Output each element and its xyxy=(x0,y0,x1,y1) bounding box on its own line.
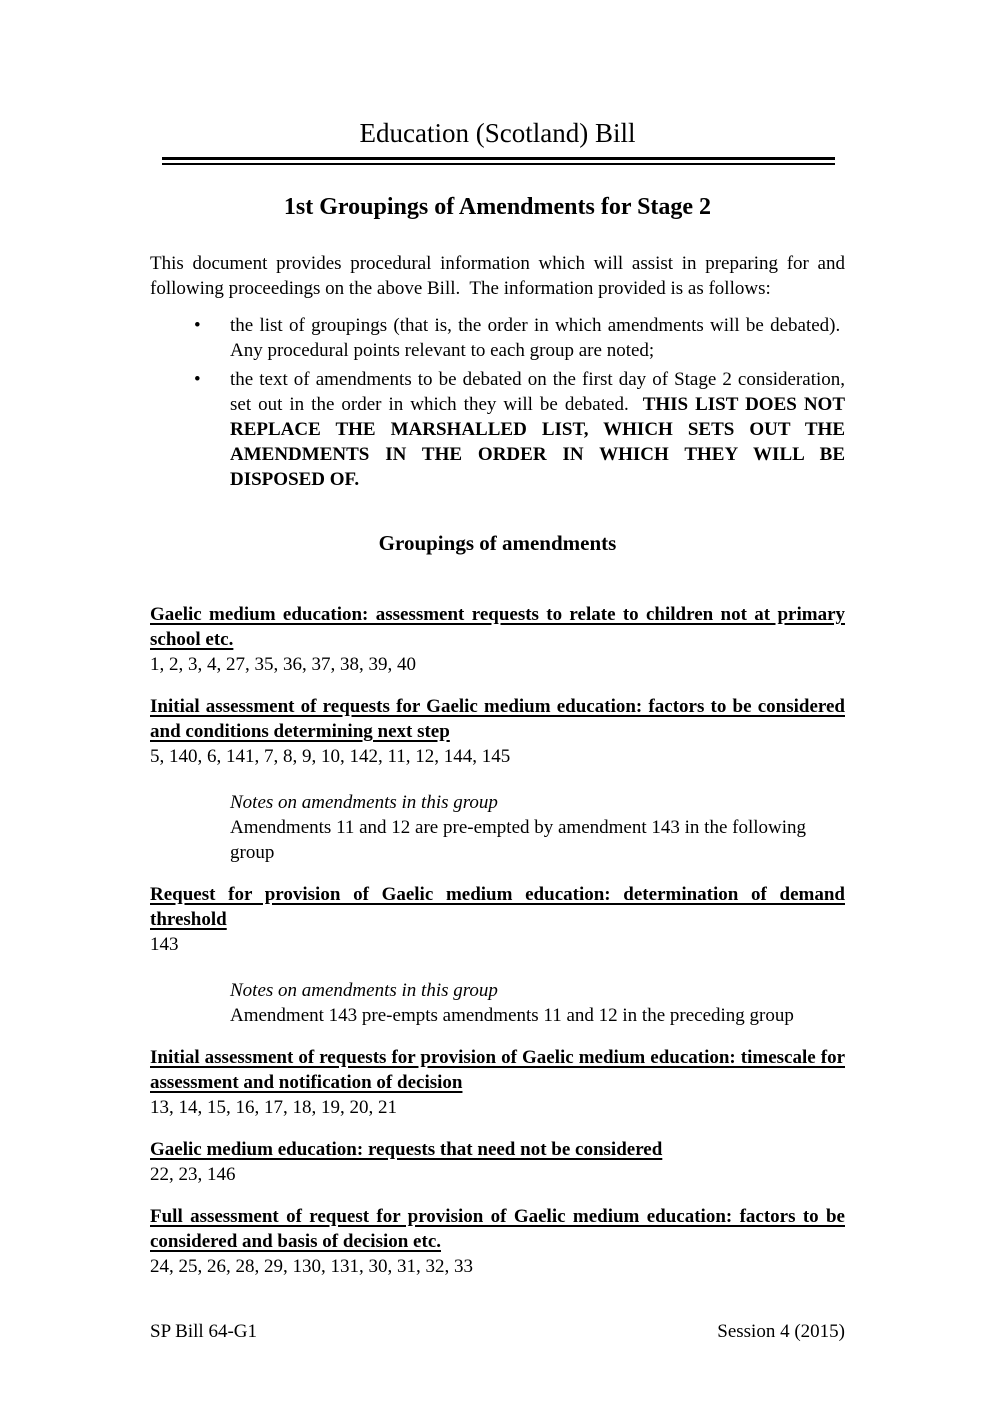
notes-text: Amendment 143 pre-empts amendments 11 and 12 in the preceding group xyxy=(230,1005,794,1026)
intro-paragraph: This document provides procedural information which will assist in preparing for and following proceedings on the above Bill. The information provided is as follows: xyxy=(150,253,845,299)
section-heading: Groupings of amendments xyxy=(378,531,617,555)
bullet-list xyxy=(150,313,845,492)
footer-bill-number: SP Bill 64-G1 xyxy=(150,1321,257,1342)
page-footer xyxy=(150,1320,845,1344)
group-amendments: 5, 140, 6, 141, 7, 8, 9, 10, 142, 11, 12, 144, 145 xyxy=(150,746,511,767)
amendment-group xyxy=(150,694,845,865)
group-amendments: 143 xyxy=(150,934,179,955)
bullet-text-bold: THIS LIST DOES NOT REPLACE THE MARSHALLED LIST, WHICH SETS OUT THE AMENDMENTS IN THE ORDER IN WHICH THEY WILL BE DISPOSED OF. xyxy=(230,394,845,490)
document-title: Education (Scotland) Bill xyxy=(359,118,636,148)
document-subtitle: 1st Groupings of Amendments for Stage 2 xyxy=(283,194,712,220)
bullet-marker: • xyxy=(194,369,201,390)
group-notes xyxy=(230,978,845,1028)
group-title: Full assessment of request for provision of Gaelic medium education: factors to be considered and basis of decision etc. xyxy=(150,1206,845,1252)
group-title: Gaelic medium education: assessment requests to relate to children not at primary school etc. xyxy=(150,604,845,650)
amendment-group xyxy=(150,1204,845,1279)
group-amendments: 22, 23, 146 xyxy=(150,1164,236,1185)
group-amendments: 24, 25, 26, 28, 29, 130, 131, 30, 31, 32, 33 xyxy=(150,1256,473,1277)
footer-session: Session 4 (2015) xyxy=(717,1321,845,1342)
group-title: Initial assessment of requests for Gaelic medium education: factors to be considered and conditions determining next step xyxy=(150,696,845,742)
bullet-text: the text of amendments to be debated on the first day of Stage 2 consideration, set out in the order in which they will be debated. xyxy=(230,369,845,415)
amendment-group xyxy=(150,1137,845,1187)
amendment-group xyxy=(150,882,845,1028)
notes-label: Notes on amendments in this group xyxy=(230,792,498,813)
amendment-group xyxy=(150,602,845,677)
bullet-item xyxy=(150,313,845,363)
bullet-item xyxy=(150,367,845,492)
notes-label: Notes on amendments in this group xyxy=(230,980,498,1001)
notes-text: Amendments 11 and 12 are pre-empted by amendment 143 in the following group xyxy=(230,817,807,863)
bullet-text: the list of groupings (that is, the order in which amendments will be debated). Any procedural points relevant to each group are noted; xyxy=(230,315,845,361)
title-double-rule xyxy=(162,157,835,165)
groups-container xyxy=(150,602,845,1279)
group-amendments: 13, 14, 15, 16, 17, 18, 19, 20, 21 xyxy=(150,1097,397,1118)
group-title: Request for provision of Gaelic medium education: determination of demand threshold xyxy=(150,884,845,930)
group-amendments: 1, 2, 3, 4, 27, 35, 36, 37, 38, 39, 40 xyxy=(150,654,416,675)
bullet-marker: • xyxy=(194,315,201,336)
amendment-group xyxy=(150,1045,845,1120)
group-title: Initial assessment of requests for provision of Gaelic medium education: timescale for assessment and notification of decision xyxy=(150,1047,845,1093)
group-notes xyxy=(230,790,845,865)
group-title: Gaelic medium education: requests that need not be considered xyxy=(150,1139,663,1160)
